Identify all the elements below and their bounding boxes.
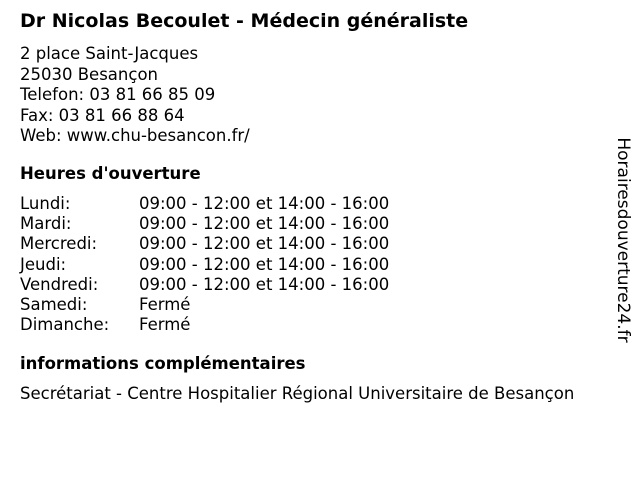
day-hours: 09:00 - 12:00 et 14:00 - 16:00 (139, 274, 390, 294)
page-title: Dr Nicolas Becoulet - Médecin généraliste (20, 10, 469, 32)
hours-row-dimanche (20, 315, 440, 335)
day-label: Samedi: (20, 294, 88, 314)
street-address: 2 place Saint-Jacques (20, 44, 199, 63)
info-heading: informations complémentaires (20, 354, 306, 373)
hours-row-samedi (20, 295, 440, 315)
website: Web: www.chu-besancon.fr/ (20, 126, 250, 145)
day-hours: 09:00 - 12:00 et 14:00 - 16:00 (139, 214, 390, 234)
day-label: Mardi: (20, 214, 72, 234)
day-label: Dimanche: (20, 315, 110, 335)
hours-row-mercredi (20, 234, 440, 254)
day-label: Mercredi: (20, 234, 98, 254)
hours-row-jeudi (20, 255, 440, 275)
day-hours: 09:00 - 12:00 et 14:00 - 16:00 (139, 234, 390, 254)
phone-number: Telefon: 03 81 66 85 09 (20, 85, 216, 104)
fax-number: Fax: 03 81 66 88 64 (20, 105, 185, 125)
day-label: Jeudi: (20, 254, 67, 274)
hours-row-vendredi (20, 275, 440, 295)
info-text: Secrétariat - Centre Hospitalier Régional Universitaire de Besançon (20, 384, 575, 403)
site-watermark: Horairesdouverture24.fr (613, 137, 633, 343)
day-label: Vendredi: (20, 274, 99, 294)
contact-block (20, 44, 250, 147)
day-hours: 09:00 - 12:00 et 14:00 - 16:00 (139, 194, 390, 213)
day-label: Lundi: (20, 194, 71, 213)
day-hours: Fermé (139, 294, 191, 314)
city-address: 25030 Besançon (20, 64, 158, 84)
day-hours: 09:00 - 12:00 et 14:00 - 16:00 (139, 254, 390, 274)
hours-row-mardi (20, 214, 440, 234)
hours-row-lundi (20, 194, 440, 214)
hours-heading: Heures d'ouverture (20, 164, 201, 183)
day-hours: Fermé (139, 315, 191, 335)
hours-table (20, 194, 440, 335)
